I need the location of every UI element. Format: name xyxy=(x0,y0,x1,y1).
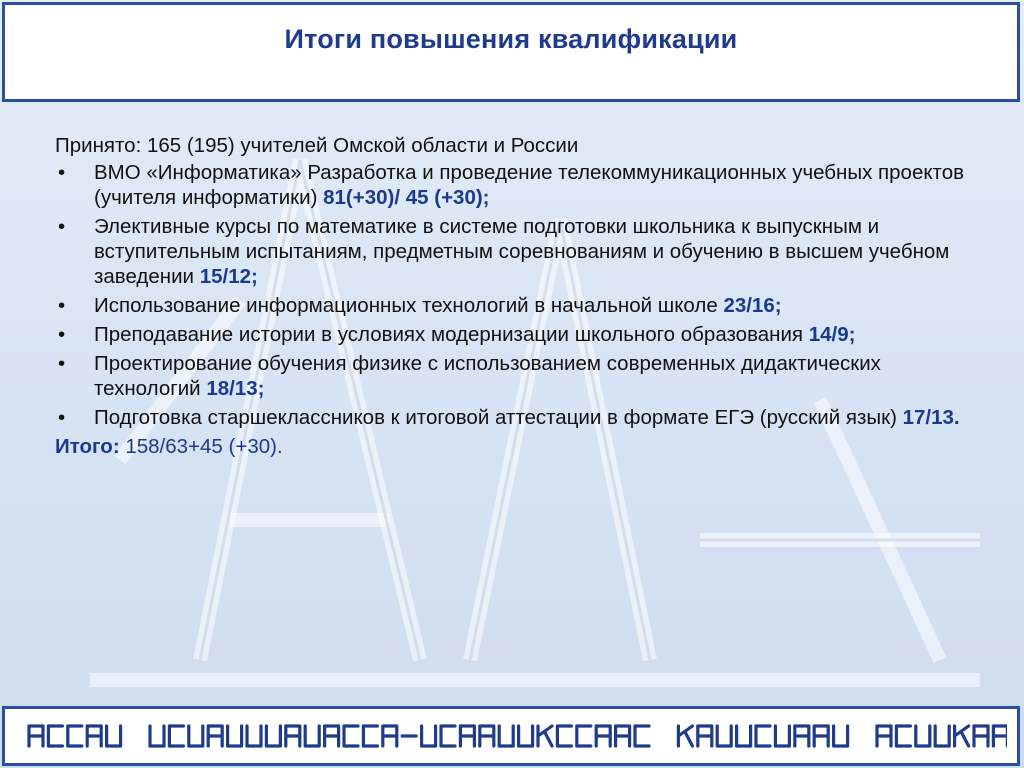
center-logo-lettering xyxy=(27,722,1007,750)
course-count: 17/13. xyxy=(902,406,960,429)
bullet-icon: • xyxy=(58,352,66,375)
course-count: 14/9; xyxy=(808,323,856,346)
page-title: Итоги повышения квалификации xyxy=(284,24,738,54)
total-line xyxy=(55,434,975,459)
list-item xyxy=(55,405,975,430)
course-text: ВМО «Информатика» Разработка и проведение телекоммуникационных учебных проектов (учителя информатики) xyxy=(94,161,964,209)
course-count: 23/16; xyxy=(723,294,782,317)
course-count: 15/12; xyxy=(199,265,258,288)
title-header xyxy=(2,2,1020,102)
bullet-icon: • xyxy=(58,406,66,429)
bullet-icon: • xyxy=(58,323,66,346)
footer-banner xyxy=(2,706,1020,766)
course-text: Преподавание истории в условиях модернизации школьного образования xyxy=(94,323,809,346)
bullet-icon: • xyxy=(58,161,66,184)
list-item xyxy=(55,351,975,401)
list-item xyxy=(55,214,975,289)
course-text: Проектирование обучения физике с использованием современных дидактических технологий xyxy=(94,352,881,400)
list-item xyxy=(55,322,975,347)
course-text: Элективные курсы по математике в системе подготовки школьника к выпускным и вступительным испытаниям, предметным соревнованиям и обучению в высшем учебном заведении xyxy=(94,215,950,288)
course-text: Подготовка старшеклассников к итоговой аттестации в формате ЕГЭ (русский язык) xyxy=(94,406,903,429)
list-item xyxy=(55,293,975,318)
intro-text: Принято: 165 (195) учителей Омской области и России xyxy=(55,134,579,157)
total-label: Итого: xyxy=(55,435,126,458)
course-count: 18/13; xyxy=(206,377,265,400)
course-count: 81(+30)/ 45 (+30); xyxy=(323,186,490,209)
bullet-icon: • xyxy=(58,294,66,317)
list-item xyxy=(55,160,975,210)
content-body xyxy=(55,133,975,459)
bullet-icon: • xyxy=(58,215,66,238)
course-list xyxy=(55,160,975,430)
course-text: Использование информационных технологий в начальной школе xyxy=(94,294,724,317)
total-value: 158/63+45 (+30). xyxy=(125,435,283,458)
